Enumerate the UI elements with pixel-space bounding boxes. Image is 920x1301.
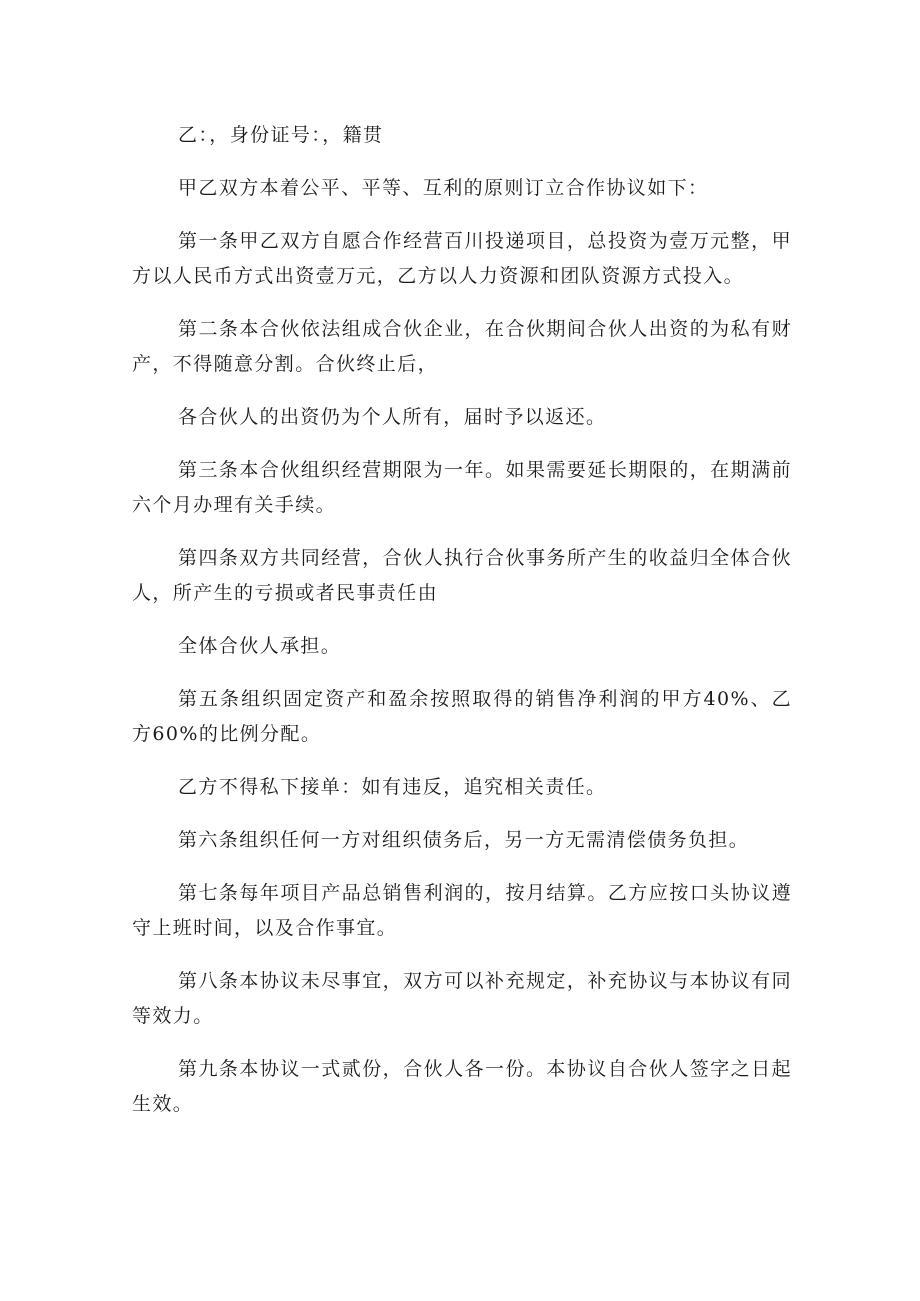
- paragraph-article-8: 第八条本协议未尽事宜，双方可以补充规定，补充协议与本协议有同等效力。: [132, 970, 792, 1027]
- paragraph-article-4-cont: 全体合伙人承担。: [178, 635, 342, 657]
- paragraph-article-5-note: 乙方不得私下接单：如有违反，追究相关责任。: [178, 776, 607, 798]
- paragraph-article-4: 第四条双方共同经营，合伙人执行合伙事务所产生的收益归全体合伙人，所产生的亏损或者民事责任由: [132, 547, 792, 604]
- paragraph-article-1: 第一条甲乙双方自愿合作经营百川投递项目，总投资为壹万元整，甲方以人民币方式出资壹万元，乙方以人力资源和团队资源方式投入。: [132, 230, 792, 287]
- paragraph-party-b-info: 乙：，身份证号：，籍贯: [178, 124, 384, 146]
- paragraph-article-5: 第五条组织固定资产和盈余按照取得的销售净利润的甲方40%、乙方60%的比例分配。: [132, 688, 792, 745]
- paragraph-article-9: 第九条本协议一式贰份，合伙人各一份。本协议自合伙人签字之日起生效。: [132, 1058, 792, 1115]
- paragraph-article-2-cont: 各合伙人的出资仍为个人所有，届时予以返还。: [178, 406, 607, 428]
- paragraph-preamble: 甲乙双方本着公平、平等、互利的原则订立合作协议如下：: [178, 177, 709, 199]
- paragraph-article-2: 第二条本合伙依法组成合伙企业，在合伙期间合伙人出资的为私有财产，不得随意分割。合伙终止后，: [132, 318, 792, 375]
- paragraph-article-3: 第三条本合伙组织经营期限为一年。如果需要延长期限的，在期满前六个月办理有关手续。: [132, 459, 792, 516]
- paragraph-article-6: 第六条组织任何一方对组织债务后，另一方无需清偿债务负担。: [178, 829, 750, 851]
- agreement-body: [132, 118, 792, 1140]
- paragraph-article-7: 第七条每年项目产品总销售利润的，按月结算。乙方应按口头协议遵守上班时间，以及合作事宜。: [132, 882, 792, 939]
